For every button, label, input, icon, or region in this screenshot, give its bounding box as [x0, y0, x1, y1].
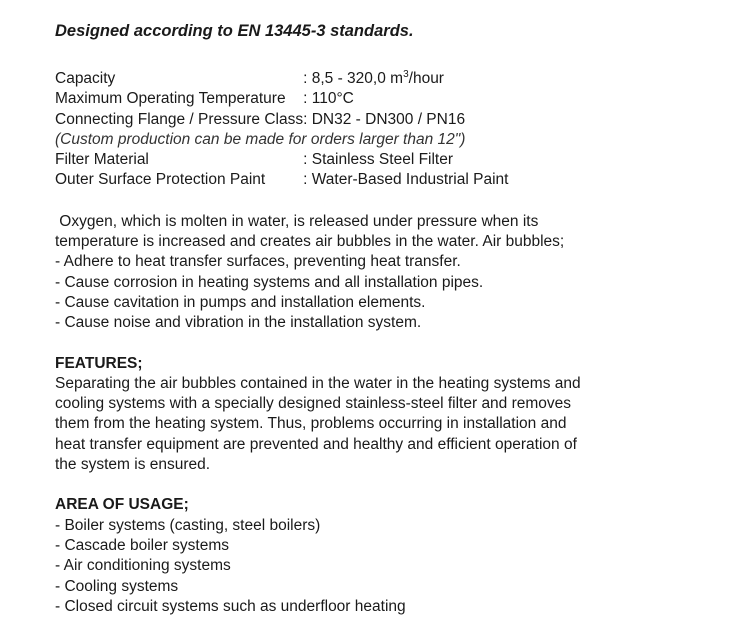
spec-table — [55, 69, 508, 191]
spec-value — [303, 69, 508, 89]
intro-section — [55, 212, 695, 334]
spec-row-note — [55, 130, 508, 150]
intro-list-item: - Cause corrosion in heating systems and all installation pipes. — [55, 273, 484, 291]
intro-line: Oxygen, which is molten in water, is released under pressure when its — [55, 212, 539, 230]
spec-value-unit: /hour — [408, 70, 444, 87]
features-line: the system is ensured. — [55, 456, 211, 474]
spec-value-superscript: 3 — [403, 68, 409, 80]
usage-list-item: - Air conditioning systems — [55, 557, 231, 575]
usage-section — [55, 495, 695, 617]
spec-label: Filter Material — [55, 151, 149, 169]
product-description — [55, 20, 695, 617]
spec-note: (Custom production can be made for orders larger than 12") — [55, 130, 466, 148]
spec-row-paint — [55, 170, 508, 190]
features-line: heat transfer equipment are prevented and healthy and efficient operation of — [55, 435, 577, 453]
intro-list-item: - Adhere to heat transfer surfaces, preventing heat transfer. — [55, 253, 461, 271]
spec-value: : Water-Based Industrial Paint — [303, 171, 509, 189]
spec-row-flange — [55, 110, 508, 130]
spec-value: : DN32 - DN300 / PN16 — [303, 110, 466, 128]
usage-list-item: - Cooling systems — [55, 577, 179, 595]
usage-list-item: - Cascade boiler systems — [55, 536, 230, 554]
usage-list-item: - Boiler systems (casting, steel boilers) — [55, 516, 321, 534]
spec-row-filter — [55, 150, 508, 170]
intro-list-item: - Cause noise and vibration in the installation system. — [55, 314, 422, 332]
features-line: cooling systems with a specially designed stainless-steel filter and removes — [55, 395, 572, 413]
spec-label: Outer Surface Protection Paint — [55, 171, 266, 189]
usage-list-item: - Closed circuit systems such as underfloor heating — [55, 597, 406, 615]
intro-line: temperature is increased and creates air bubbles in the water. Air bubbles; — [55, 233, 565, 251]
spec-value-text: : 8,5 - 320,0 m — [303, 70, 404, 87]
spec-row-temperature — [55, 89, 508, 109]
spec-label: Capacity — [55, 70, 116, 87]
features-section — [55, 354, 695, 476]
spec-row-capacity — [55, 69, 508, 89]
features-line: them from the heating system. Thus, problems occurring in installation and — [55, 415, 567, 433]
spec-value: : Stainless Steel Filter — [303, 151, 454, 169]
usage-heading: AREA OF USAGE; — [55, 496, 189, 514]
spec-label: Maximum Operating Temperature — [55, 90, 286, 108]
spec-value: : 110°C — [303, 90, 354, 108]
page-title: Designed according to EN 13445-3 standards. — [55, 22, 414, 40]
features-line: Separating the air bubbles contained in the water in the heating systems and — [55, 374, 581, 392]
features-heading: FEATURES; — [55, 354, 143, 372]
intro-list-item: - Cause cavitation in pumps and installation elements. — [55, 293, 426, 311]
spec-label: Connecting Flange / Pressure Class — [55, 110, 304, 128]
